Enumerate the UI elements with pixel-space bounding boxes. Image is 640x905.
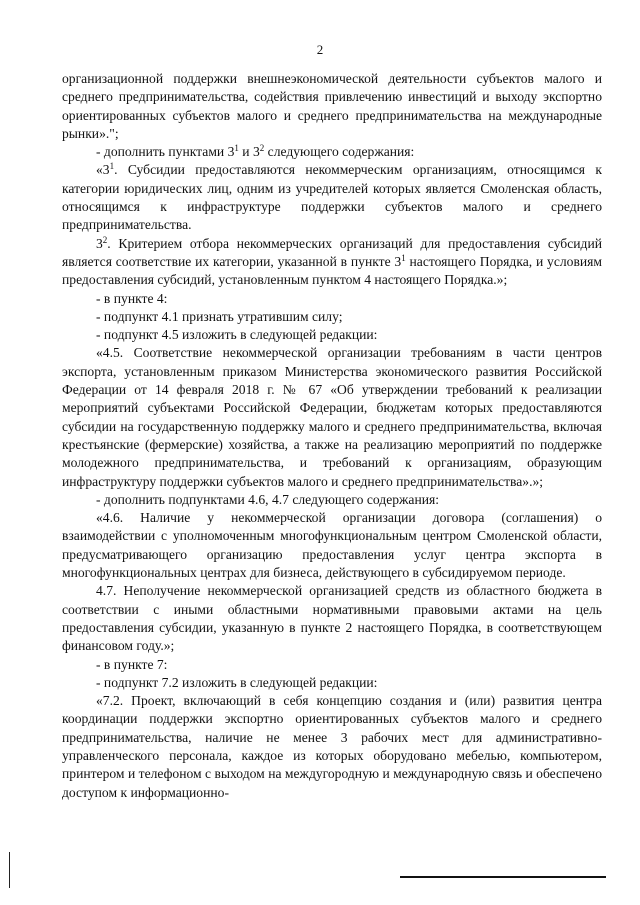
text-run: «7.2. Проект, включающий в себя концепцию создания и (или) развития центра координации поддержки экспортно ориентированных субъектов малого и среднего предпринимательства, наличие не менее 3 рабочих мест для административно-управленческого персонала, каждое из которых оборудовано мебелью, компьютером, принтером и телефоном с выходом на междугородную и международную связь и обеспечено доступом к информационно-	[62, 693, 602, 800]
paragraph-p10	[62, 509, 602, 582]
paragraph-p6	[62, 308, 602, 326]
text-run: и 3	[238, 144, 260, 160]
paragraph-p3	[62, 161, 602, 234]
margin-mark	[9, 852, 10, 888]
paragraph-p5	[62, 290, 602, 308]
text-run: - подпункт 4.5 изложить в следующей редакции:	[96, 327, 378, 343]
paragraph-p4	[62, 235, 602, 290]
text-run: «4.5. Соответствие некоммерческой организации требованиям в части центров экспорта, установленным приказом Министерства экономического развития Российской Федерации от 14 февраля 2018 г. № 67 «Об утверждении требований к реализации мероприятий субъектами Российской Федерации, бюджетам которых предоставляются субсидии на государственную поддержку малого и среднего предпринимательства, включая крестьянские (фермерские) хозяйства, а также на реализацию мероприятий по поддержке молодежного предпринимательства, и требований к организациям, образующим инфраструктуру поддержки субъектов малого и среднего предпринимательства».»;	[62, 345, 602, 489]
document-body	[62, 70, 602, 802]
text-run: - в пункте 7:	[96, 656, 168, 672]
text-run: - в пункте 4:	[96, 290, 168, 306]
text-run: . Критерием отбора некоммерческих организаций для предоставления субсидий является соответствие их категории, указанной в пункте 3	[62, 235, 602, 269]
superscript: 1	[109, 161, 115, 172]
text-run: - подпункт 4.1 признать утратившим силу;	[96, 308, 343, 324]
text-run: - дополнить пунктами 3	[96, 144, 235, 160]
paragraph-p8	[62, 344, 602, 490]
paragraph-p2	[62, 143, 602, 161]
superscript: 2	[102, 234, 108, 245]
paragraph-p11	[62, 582, 602, 655]
text-run: - подпункт 7.2 изложить в следующей редакции:	[96, 674, 378, 690]
text-run: «4.6. Наличие у некоммерческой организации договора (соглашения) о взаимодействии с уполномоченным многофункциональным центром Смоленской области, предусматривающего организацию предоставления услуг центра экспорта в многофункциональных центрах для бизнеса, действующего в субсидируемом периоде.	[62, 510, 602, 581]
superscript: 1	[401, 252, 406, 263]
superscript: 2	[259, 143, 265, 154]
text-run: . Субсидии предоставляются некоммерческим организациям, относящимся к категории юридических лиц, одним из учредителей которых является Смоленская область, относящимся к инфраструктуре поддержки субъектов малого и среднего предпринимательства.	[62, 162, 602, 233]
text-run: следующего содержания:	[264, 144, 415, 160]
footer-rule	[400, 876, 606, 878]
paragraph-p13	[62, 674, 602, 692]
text-run: настоящего Порядка, и условиям предоставления субсидий, установленным пунктом 4 настоящего Порядка.»;	[62, 253, 602, 288]
paragraph-p12	[62, 656, 602, 674]
paragraph-p1	[62, 70, 602, 143]
text-run: 3	[96, 235, 103, 251]
paragraph-p14	[62, 692, 602, 802]
superscript: 1	[234, 143, 239, 154]
text-run: «3	[96, 162, 110, 178]
text-run: 4.7. Неполучение некоммерческой организацией средств из областного бюджета в соответствии с иными областными нормативными правовыми актами на цель предоставления субсидии, указанную в пункте 2 настоящего Порядка, в соответствующем финансовом году.»;	[62, 583, 602, 654]
text-run: организационной поддержки внешнеэкономической деятельности субъектов малого и среднего предпринимательства, содействия привлечению инвестиций и выходу экспортно ориентированных субъектов малого и среднего предпринимательства на международные рынки».";	[62, 71, 602, 141]
paragraph-p7	[62, 326, 602, 344]
page-number: 2	[316, 42, 324, 57]
text-run: - дополнить подпунктами 4.6, 4.7 следующего содержания:	[96, 491, 440, 507]
paragraph-p9	[62, 491, 602, 509]
